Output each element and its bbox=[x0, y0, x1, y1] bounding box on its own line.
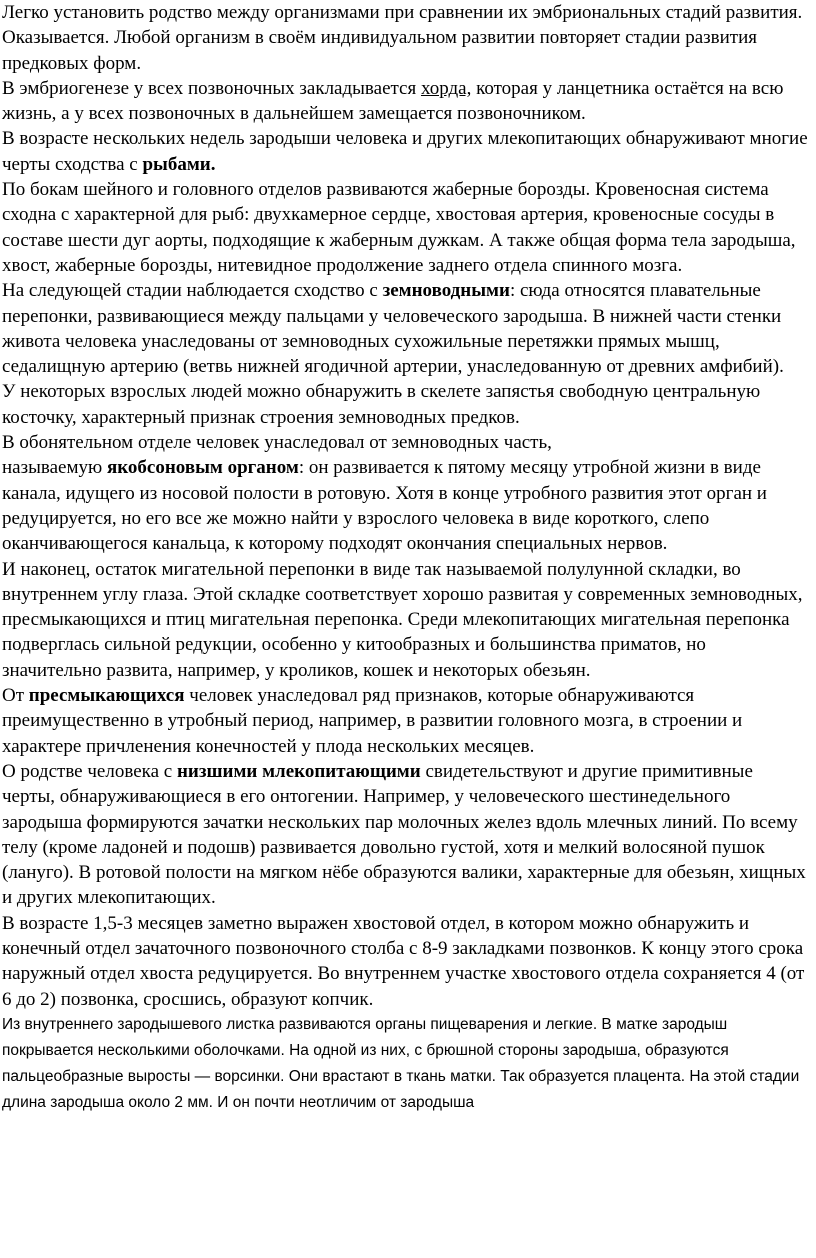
jacobson-text-after: : он развивается к пятому месяцу утробной жизни в виде канала, идущего из носовой полости в ротовую. Хотя в конце утробного развития этот орган и редуцируется, но его все же можно найти у взрослого человека в виде короткого, слепо оканчивающегося канальца, к которому подходят окончания специальных нервов. bbox=[2, 457, 767, 555]
jacobson-text-before: называемую bbox=[2, 457, 107, 479]
mammals-text-before: О родстве человека с bbox=[2, 760, 177, 782]
reptiles-term: пресмыкающихся bbox=[28, 685, 185, 707]
amphibians-text-after: : сюда относятся плавательные перепонки, развивающиеся между пальцами у человеческого зародыша. В нижней части стенки живота человека унаследованы от земноводных сухожильные перетяжки прямых мышц, седалищную артерию (ветвь нижней ягодичной артерии, унаследованную от древних амфибий). bbox=[2, 280, 784, 378]
jacobson-first-line: В обонятельном отделе человек унаследовал от земноводных часть, bbox=[2, 432, 552, 454]
paragraph-amphibians bbox=[2, 278, 810, 379]
notochord-link[interactable]: хорда, bbox=[420, 77, 472, 99]
notochord-text-after: которая у ланцетника остаётся на всю жизнь, а у всех позвоночных в дальнейшем замещается позвоночником. bbox=[2, 77, 784, 125]
paragraph-recapitulation: Оказывается. Любой организм в своём индивидуальном развитии повторяет стадии развития предковых форм. bbox=[2, 27, 758, 74]
mammals-term: низшими млекопитающими bbox=[176, 760, 421, 782]
paragraph-germ-layer: Из внутреннего зародышевого листка развиваются органы пищеварения и легкие. В матке зародыш покрывается несколькими оболочками. На одной из них, с брюшной стороны зародыша, образуются пальцеобразные выросты — ворсинки. Они врастают в ткань матки. Так образуется плацента. На этой стадии длина зародыша около 2 мм. И он почти неотличим от зародыша bbox=[2, 1015, 800, 1111]
paragraph-wrist-bone: У некоторых взрослых людей можно обнаружить в скелете запястья свободную центральную косточку, характерный признак строения земноводных предков. bbox=[2, 381, 761, 428]
paragraph-notochord bbox=[2, 76, 810, 127]
paragraph-gill-grooves: По бокам шейного и головного отделов развиваются жаберные борозды. Кровеносная система сходна с характерной для рыб: двухкамерное сердце, хвостовая артерия, кровеносные сосуды в составе шести дуг аорты, подходящие к жаберным дужкам. А также общая форма тела зародыша, хвост, жаберные борозды, нитевидное продолжение заднего отдела спинного мозга. bbox=[2, 179, 796, 276]
amphibians-term: земноводными bbox=[382, 280, 510, 302]
fish-text-before: В возрасте нескольких недель зародыши человека и других млекопитающих обнаруживают многие черты сходства с bbox=[2, 128, 808, 175]
paragraph-jacobson-organ bbox=[2, 430, 810, 556]
mammals-text-after: свидетельствуют и другие примитивные черты, обнаруживающиеся в его онтогении. Например, у человеческого шестинедельного зародыша формируются зачатки нескольких пар молочных желез вдоль млечных линий. По всему телу (кроме ладоней и подошв) развивается довольно густой, хотя и мелкий волосяной пушок (лануго). В ротовой полости на мягком нёбе образуются валики, характерные для обезьян, хищных и других млекопитающих. bbox=[2, 760, 806, 909]
notochord-text-before: В эмбриогенезе у всех позвоночных закладывается bbox=[2, 77, 421, 99]
amphibians-text-before: На следующей стадии наблюдается сходство с bbox=[2, 280, 383, 302]
paragraph-tail-section: В возрасте 1,5-3 месяцев заметно выражен хвостовой отдел, в котором можно обнаружить и конечный отдел зачаточного позвоночного столба с 8-9 закладками позвонков. К концу этого срока наружный отдел хвоста редуцируется. Во внутреннем участке хвостового отдела сохраняется 4 (от 6 до 2) позвонка, сросшись, образуют копчик. bbox=[2, 912, 805, 1010]
reptiles-text-after: человек унаследовал ряд признаков, которые обнаруживаются преимущественно в утробный период, например, в развитии головного мозга, в строении и характере причленения конечностей у плода нескольких месяцев. bbox=[2, 685, 743, 757]
paragraph-nictitating-membrane: И наконец, остаток мигательной перепонки в виде так называемой полулунной складки, во внутреннем углу глаза. Этой складке соответствует хорошо развитая у современных земноводных, пресмыкающихся и птиц мигательная перепонка. Среди млекопитающих мигательная перепонка подверглась сильной редукции, особенно у китообразных и большинства приматов, но значительно развита, например, у кроликов, кошек и некоторых обезьян. bbox=[2, 558, 803, 681]
paragraph-relatedness: Легко установить родство между организмами при сравнении их эмбриональных стадий развития. bbox=[2, 2, 803, 23]
reptiles-text-before: От bbox=[2, 685, 29, 707]
paragraph-fish-similarity bbox=[2, 126, 810, 177]
paragraph-reptiles bbox=[2, 683, 810, 759]
jacobson-term: якобсоновым органом bbox=[106, 457, 299, 479]
fish-term: рыбами. bbox=[142, 153, 216, 175]
paragraph-lower-mammals bbox=[2, 759, 810, 911]
document-page bbox=[2, 0, 810, 1116]
